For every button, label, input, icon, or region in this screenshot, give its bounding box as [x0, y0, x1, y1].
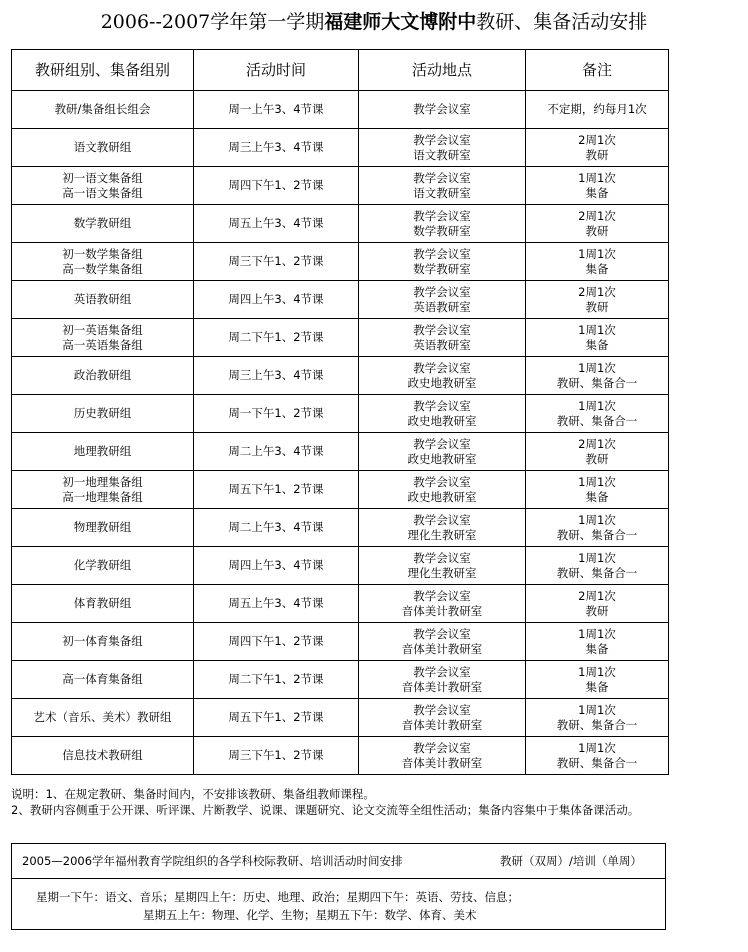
cell-place-line: 数学教研室: [413, 261, 471, 276]
cell-place-line: 教学会议室: [413, 398, 471, 413]
header-group: 教研组别、集备组别: [12, 50, 194, 91]
cell-note: [526, 129, 669, 167]
table-row: [12, 661, 669, 699]
cell-group-line: 化学教研组: [73, 558, 132, 572]
cell-place-line: 教学会议室: [413, 474, 471, 489]
cell-note: [526, 547, 669, 585]
cell-note-line: 2周1次: [578, 436, 616, 451]
cell-group-line: 初一体育集备组: [62, 634, 143, 648]
cell-place-line: 音体美计教研室: [401, 717, 483, 732]
cell-place: [359, 509, 526, 547]
box-description: 2005—2006学年福州教育学院组织的各学科校际教研、培训活动时间安排: [22, 854, 403, 868]
cell-place-line: 教学会议室: [413, 284, 471, 299]
cell-place-line: 教学会议室: [413, 208, 471, 223]
cell-place-line: 教学会议室: [413, 550, 471, 565]
cell-group-line: 高一语文集备组: [62, 185, 143, 200]
cell-note-line: 教研、集备合一: [556, 565, 638, 580]
cell-place: [359, 547, 526, 585]
cell-note-line: 1周1次: [578, 360, 616, 375]
table-row: [12, 167, 669, 205]
box-body: [12, 888, 665, 924]
cell-place-line: 教学会议室: [413, 702, 471, 717]
table-row: [12, 737, 669, 775]
cell-note-line: 1周1次: [578, 398, 616, 413]
cell-group: [12, 243, 194, 281]
cell-place: [359, 737, 526, 775]
cell-note-line: 教研: [585, 147, 609, 162]
cell-place-line: 理化生教研室: [407, 527, 477, 542]
note-line-2: 2、教研内容侧重于公开课、听评课、片断教学、说课、课题研究、论文交流等全组性活动；集备内容集中于集体备课活动。: [11, 803, 640, 817]
cell-group: [12, 395, 194, 433]
cell-note: [526, 357, 669, 395]
cell-place: [359, 395, 526, 433]
cell-group-line: 历史教研组: [73, 406, 132, 420]
table-body: [12, 91, 669, 775]
cell-note-line: 教研、集备合一: [556, 375, 638, 390]
cell-place-line: 教学会议室: [413, 322, 471, 337]
cell-note-line: 1周1次: [578, 246, 616, 261]
cell-group-line: 高一地理集备组: [62, 489, 143, 504]
cell-place-line: 音体美计教研室: [401, 603, 483, 618]
cell-note-line: 1周1次: [578, 322, 616, 337]
cell-time: 周五上午3、4节课: [194, 585, 359, 623]
cell-place-line: 教学会议室: [413, 740, 471, 755]
table-row: [12, 281, 669, 319]
schedule-table: [11, 49, 669, 775]
cell-note-line: 1周1次: [578, 550, 616, 565]
box-header: [12, 844, 665, 879]
cell-group: [12, 167, 194, 205]
cell-note-line: 不定期，约每月1次: [547, 102, 647, 116]
cell-place-line: 数学教研室: [413, 223, 471, 238]
external-schedule-box: [11, 843, 666, 930]
table-row: [12, 509, 669, 547]
cell-note-line: 集备: [585, 185, 609, 200]
cell-group: [12, 433, 194, 471]
cell-place-line: 教学会议室: [413, 246, 471, 261]
box-legend: 教研（双周）/培训（单周）: [500, 854, 642, 868]
cell-note-line: 教研、集备合一: [556, 717, 638, 732]
cell-place-line: 音体美计教研室: [401, 679, 483, 694]
cell-note: [526, 205, 669, 243]
cell-note: [526, 737, 669, 775]
cell-place-line: 语文教研室: [413, 147, 471, 162]
table-row: [12, 319, 669, 357]
cell-note-line: 集备: [585, 641, 609, 656]
cell-note-line: 1周1次: [578, 170, 616, 185]
cell-group-line: 艺术（音乐、美术）教研组: [33, 710, 172, 724]
header-note: 备注: [526, 50, 669, 91]
cell-note: [526, 699, 669, 737]
cell-note-line: 1周1次: [578, 626, 616, 641]
cell-time: 周五上午3、4节课: [194, 205, 359, 243]
cell-group: [12, 737, 194, 775]
cell-note-line: 2周1次: [578, 132, 616, 147]
box-line-2: 星期五上午：物理、化学、生物；星期五下午：数学、体育、美术: [143, 908, 477, 922]
cell-place: [359, 129, 526, 167]
cell-note-line: 集备: [585, 489, 609, 504]
cell-note-line: 1周1次: [578, 512, 616, 527]
cell-note-line: 集备: [585, 337, 609, 352]
cell-time: 周二下午1、2节课: [194, 661, 359, 699]
cell-group-line: 高一体育集备组: [62, 672, 143, 686]
cell-place: [359, 623, 526, 661]
table-row: [12, 357, 669, 395]
cell-place-line: 教学会议室: [413, 664, 471, 679]
cell-place: [359, 357, 526, 395]
cell-place: [359, 281, 526, 319]
cell-note-line: 教研: [585, 223, 609, 238]
cell-place-line: 语文教研室: [413, 185, 471, 200]
cell-time: 周二下午1、2节课: [194, 319, 359, 357]
cell-place-line: 教学会议室: [413, 102, 471, 116]
cell-place: [359, 167, 526, 205]
note-line-1: 说明：1、在规定教研、集备时间内，不安排该教研、集备组教师课程。: [11, 787, 375, 801]
cell-note-line: 集备: [585, 679, 609, 694]
cell-group-line: 政治教研组: [73, 368, 132, 382]
cell-group: [12, 357, 194, 395]
cell-time: 周二上午3、4节课: [194, 509, 359, 547]
table-row: [12, 585, 669, 623]
title-subject: 教研、集备活动安排: [476, 11, 648, 33]
table-header-row: [12, 50, 669, 91]
cell-note-line: 教研: [585, 299, 609, 314]
cell-group-line: 体育教研组: [73, 596, 132, 610]
cell-group-line: 数学教研组: [73, 216, 132, 230]
cell-group: [12, 205, 194, 243]
cell-place: [359, 243, 526, 281]
cell-note-line: 2周1次: [578, 208, 616, 223]
cell-group-line: 地理教研组: [73, 444, 132, 458]
page-title: [0, 8, 748, 36]
cell-time: 周三上午3、4节课: [194, 129, 359, 167]
cell-note: [526, 433, 669, 471]
cell-place: [359, 433, 526, 471]
table-row: [12, 243, 669, 281]
cell-group: [12, 509, 194, 547]
cell-group-line: 高一数学集备组: [62, 261, 143, 276]
cell-place: [359, 585, 526, 623]
table-row: [12, 129, 669, 167]
cell-group-line: 初一地理集备组: [62, 474, 143, 489]
cell-place-line: 政史地教研室: [407, 489, 477, 504]
cell-time: 周一上午3、4节课: [194, 91, 359, 129]
cell-place-line: 英语教研室: [413, 299, 471, 314]
cell-note-line: 教研、集备合一: [556, 527, 638, 542]
table-row: [12, 699, 669, 737]
cell-note: [526, 91, 669, 129]
cell-group-line: 语文教研组: [73, 140, 132, 154]
cell-place-line: 教学会议室: [413, 588, 471, 603]
cell-place: [359, 699, 526, 737]
cell-note: [526, 395, 669, 433]
cell-time: 周三上午3、4节课: [194, 357, 359, 395]
cell-place-line: 理化生教研室: [407, 565, 477, 580]
cell-group: [12, 91, 194, 129]
cell-group: [12, 699, 194, 737]
cell-note: [526, 661, 669, 699]
cell-place-line: 音体美计教研室: [401, 641, 483, 656]
cell-group: [12, 547, 194, 585]
cell-time: 周五下午1、2节课: [194, 471, 359, 509]
cell-place: [359, 91, 526, 129]
cell-place: [359, 471, 526, 509]
cell-place: [359, 205, 526, 243]
cell-note-line: 教研、集备合一: [556, 755, 638, 770]
cell-note: [526, 623, 669, 661]
cell-note: [526, 281, 669, 319]
cell-note-line: 2周1次: [578, 588, 616, 603]
cell-group: [12, 471, 194, 509]
cell-time: 周四下午1、2节课: [194, 167, 359, 205]
cell-place-line: 政史地教研室: [407, 375, 477, 390]
cell-group-line: 高一英语集备组: [62, 337, 143, 352]
cell-group-line: 教研/集备组长组会: [54, 102, 151, 116]
cell-place-line: 教学会议室: [413, 132, 471, 147]
cell-group-line: 初一语文集备组: [62, 170, 143, 185]
cell-note: [526, 167, 669, 205]
header-place: 活动地点: [359, 50, 526, 91]
box-line-1: 星期一下午：语文、音乐；星期四上午：历史、地理、政治；星期四下午：英语、劳技、信息；: [36, 890, 519, 904]
cell-time: 周二上午3、4节课: [194, 433, 359, 471]
cell-note-line: 1周1次: [578, 664, 616, 679]
cell-group: [12, 585, 194, 623]
notes-section: [11, 786, 671, 818]
cell-group-line: 英语教研组: [73, 292, 132, 306]
cell-time: 周一下午1、2节课: [194, 395, 359, 433]
cell-note-line: 1周1次: [578, 474, 616, 489]
cell-place-line: 教学会议室: [413, 436, 471, 451]
cell-time: 周四上午3、4节课: [194, 281, 359, 319]
cell-group: [12, 319, 194, 357]
title-school-name: 福建师大文博附中: [324, 11, 477, 33]
cell-time: 周四下午1、2节课: [194, 623, 359, 661]
cell-place-line: 教学会议室: [413, 512, 471, 527]
cell-note: [526, 509, 669, 547]
cell-time: 周四上午3、4节课: [194, 547, 359, 585]
cell-place-line: 政史地教研室: [407, 413, 477, 428]
cell-note: [526, 319, 669, 357]
cell-group-line: 信息技术教研组: [62, 748, 143, 762]
cell-group: [12, 281, 194, 319]
table-row: [12, 623, 669, 661]
cell-note-line: 2周1次: [578, 284, 616, 299]
cell-place: [359, 661, 526, 699]
table-row: [12, 395, 669, 433]
cell-note: [526, 243, 669, 281]
cell-group-line: 初一英语集备组: [62, 322, 143, 337]
cell-place: [359, 319, 526, 357]
cell-place-line: 教学会议室: [413, 360, 471, 375]
cell-place-line: 教学会议室: [413, 170, 471, 185]
table-row: [12, 547, 669, 585]
table-row: [12, 91, 669, 129]
cell-note-line: 教研、集备合一: [556, 413, 638, 428]
cell-time: 周五下午1、2节课: [194, 699, 359, 737]
cell-group-line: 初一数学集备组: [62, 246, 143, 261]
cell-group: [12, 661, 194, 699]
cell-note: [526, 585, 669, 623]
cell-note-line: 教研: [585, 603, 609, 618]
cell-group-line: 物理教研组: [73, 520, 132, 534]
cell-note: [526, 471, 669, 509]
table-row: [12, 205, 669, 243]
header-time: 活动时间: [194, 50, 359, 91]
cell-note-line: 1周1次: [578, 702, 616, 717]
cell-note-line: 教研: [585, 451, 609, 466]
cell-group: [12, 129, 194, 167]
title-year-term: 2006--2007学年第一学期: [100, 11, 325, 33]
cell-group: [12, 623, 194, 661]
cell-note-line: 1周1次: [578, 740, 616, 755]
cell-place-line: 英语教研室: [413, 337, 471, 352]
table-row: [12, 471, 669, 509]
cell-place-line: 教学会议室: [413, 626, 471, 641]
cell-note-line: 集备: [585, 261, 609, 276]
cell-place-line: 音体美计教研室: [401, 755, 483, 770]
cell-place-line: 政史地教研室: [407, 451, 477, 466]
cell-time: 周三下午1、2节课: [194, 737, 359, 775]
table-row: [12, 433, 669, 471]
cell-time: 周三下午1、2节课: [194, 243, 359, 281]
